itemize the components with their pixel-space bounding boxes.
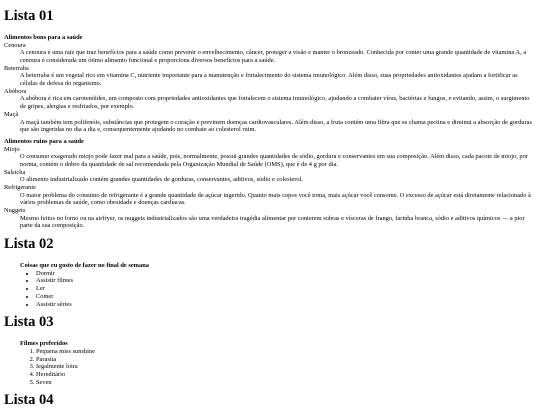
bad-food-term: Salsicha (4, 168, 26, 176)
good-food-term: Beterraba (4, 64, 29, 72)
list-item: 5. Seven (36, 379, 536, 387)
list-item: 4. Hereditário (36, 371, 536, 379)
good-food-desc: A abóbora é rica em carotenóides, um composto com propriedades antioxidantes que fortalecem o sistema imunológico, ajudando a combater vírus, bactérias e fungos, e evitando, assim, o surgimento de gripes, alergias e resfriados, por exemplo. (20, 95, 530, 111)
list-item: 1. Pequena miss sunshine (36, 348, 536, 356)
bad-food-desc: Mesmo feitos no forno ou na airfryer, os nuggets industrializados são uma verdadeira tragédia alimentar por conterem sobras e vísceras de frango, farinha branca, sódio e aditivos químicos — a pior parte da sua composição. (20, 214, 525, 230)
list-item: 2. Parasita (36, 356, 536, 364)
lista-03-heading: Lista 03 (4, 314, 54, 331)
good-food-term: Abóbora (4, 87, 27, 95)
lista-04-heading: Lista 04 (4, 392, 54, 409)
lista-01-section (4, 9, 536, 230)
lista-02-section (4, 237, 536, 308)
good-foods-list (4, 42, 536, 134)
lista-03-section (4, 315, 536, 386)
good-foods-title: Alimentos bons para a saúde (4, 33, 83, 41)
movies-list (20, 348, 536, 386)
bad-food-desc: O maior problema do consumo de refrigerante é a grande quantidade de açúcar ingerido. Quanto mais copos você toma, mais açúcar você consome. O excesso de açúcar está diretamente relacionado à vários problemas de saúde, como obesidade e doenças cardíacas. (20, 191, 531, 207)
list-item: • Comer (36, 293, 536, 301)
bad-food-desc: O alimento industrializado contém grandes quantidades de gorduras, conservantes, aditivos, sódio e colesterol. (20, 176, 303, 184)
list-item: • Assistir séries (36, 301, 536, 309)
list-item: • Assistir filmes (36, 277, 536, 285)
bad-food-term: Nuggets (4, 207, 26, 215)
good-food-desc: A beterraba é um vegetal rico em vitamina C, nutriente importante para a manutenção e fortalecimento do sistema imunológico. Além disso, suas propriedades antioxidantes ajudam a fortificar as células de defesa do organismo. (20, 72, 518, 88)
good-food-term: Maçã (4, 110, 19, 118)
bad-food-term: Refrigerante (4, 184, 36, 191)
weekend-list-title: Coisas que eu gosto de fazer no final de semana (20, 262, 149, 270)
bad-foods-list (4, 146, 536, 231)
good-food-term: Cenoura (4, 41, 26, 49)
bad-food-desc: O consumo exagerado miojo pode fazer mal para a saúde, pois, normalmente, possui grandes quantidades de sódio, gordura e conservantes em sua composição. Além disso, cada pacote de miojo, por norma, contém o dobro da quantidade de sal recomendada pela Organização Mundial de Saúde (OMS), que é de 4 g por dia. (20, 153, 528, 168)
good-food-desc: A maçã também tem polifenóis, substâncias que protegem o coração e previnem doenças cardiovasculares. Além disso, a fruta contém uma fibra que se chama pectina e diminui a absorção de gorduras que são ingeridas no dia a dia e, consequentemente ajudando no combate ao colesterol ruim. (20, 118, 532, 134)
bad-food-term: Miojo (4, 145, 20, 153)
list-item: • Dormir (36, 270, 536, 278)
bad-foods-title: Alimentos ruins para a saúde (4, 137, 84, 145)
list-item: 3. Iegalmente loira (36, 363, 536, 371)
lista-04-section (4, 392, 536, 409)
page (0, 8, 540, 409)
lista-01-heading: Lista 01 (4, 8, 54, 24)
movies-list-title: Filmes preferidos (20, 340, 68, 348)
lista-02-heading: Lista 02 (4, 236, 54, 253)
weekend-list (20, 270, 536, 308)
good-food-desc: A cenoura é uma raiz que traz benefícios para a saúde como prevenir o envelhecimento, câncer, proteger a visão e manter o bronzeado. Conhecida por conter uma grande quantidade de vitamina A, a cenoura é considerada um ótimo alimento funcional e proporciona diversos benefícios para a saúde. (20, 49, 527, 64)
list-item: • Ler (36, 285, 536, 293)
